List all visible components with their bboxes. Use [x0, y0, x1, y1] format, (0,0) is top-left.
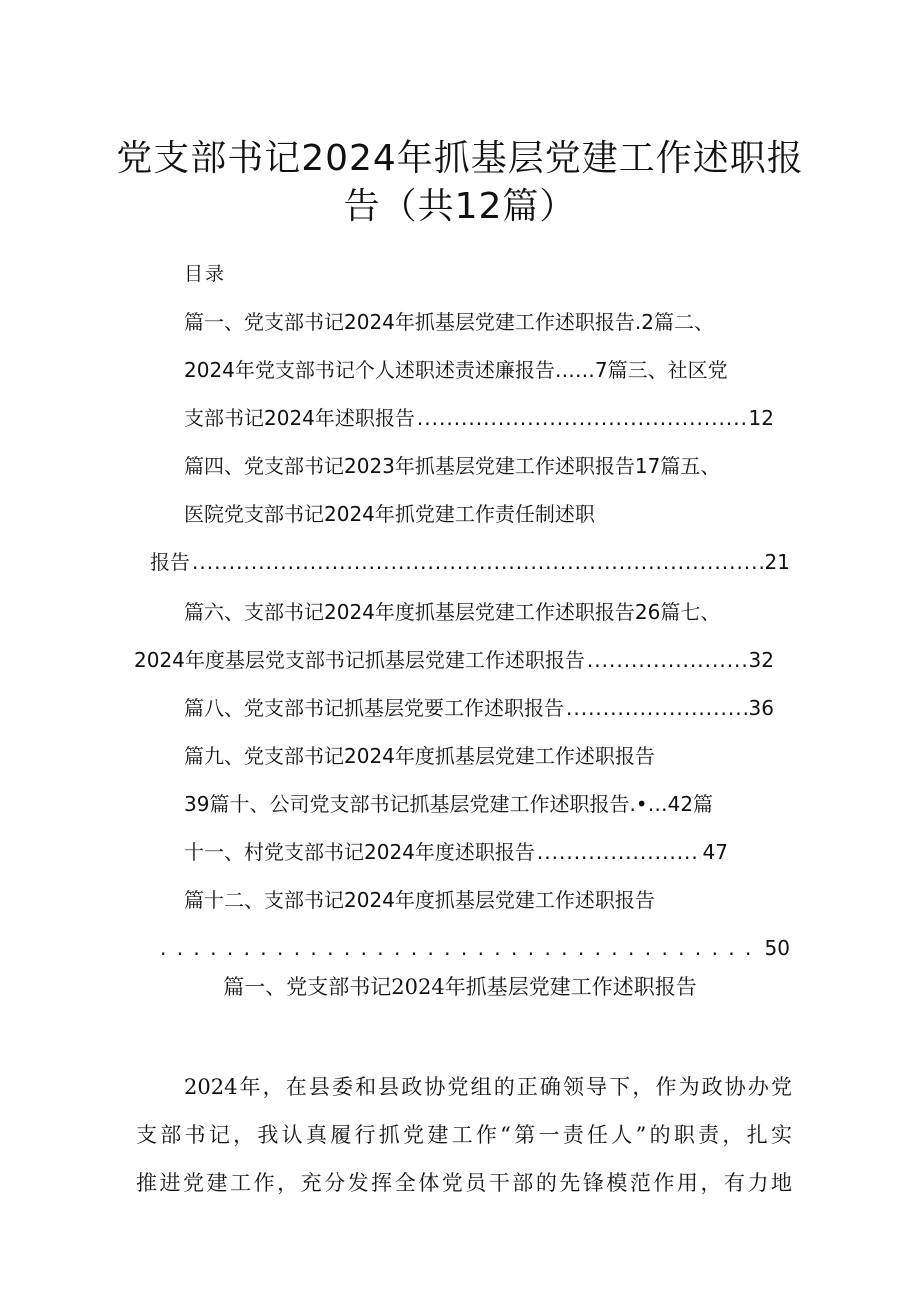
toc-page-number: 50 [764, 936, 790, 960]
toc-page-number: 32 [748, 648, 774, 672]
section-heading: 篇一、党支部书记2024年抓基层党建工作述职报告 [223, 975, 697, 999]
body-text-line: 支部书记，我认真履行抓党建工作“第一责任人”的职责，扎实 [136, 1123, 792, 1147]
toc-page-number: 21 [764, 550, 790, 574]
toc-leader-dots [587, 646, 747, 674]
toc-line: 2024年党支部书记个人述职述责述廉报告……7篇三、社区党 [184, 358, 728, 382]
body-text-line: 2024年，在县委和县政协党组的正确领导下，作为政协办党 [184, 1075, 792, 1099]
toc-leader-dots [160, 934, 763, 962]
document-title-line-1: 党支部书记2024年抓基层党建工作述职报 [116, 138, 804, 179]
toc-line [150, 548, 790, 576]
toc-entry-text: 支部书记2024年述职报告 [184, 406, 415, 430]
toc-entry-text: 篇八、党支部书记抓基层党要工作述职报告 [184, 696, 564, 720]
toc-line: 39篇十、公司党支部书记抓基层党建工作述职报告.•…42篇 [184, 792, 714, 816]
toc-line: 篇十二、支部书记2024年度抓基层党建工作述职报告 [184, 888, 655, 912]
toc-line [184, 694, 774, 722]
toc-line: 篇一、党支部书记2024年抓基层党建工作述职报告.2篇二、 [184, 310, 714, 334]
toc-page-number: 12 [748, 406, 774, 430]
toc-leader-dots [417, 404, 747, 432]
toc-page-number: 36 [748, 696, 774, 720]
body-text-line: 推进党建工作，充分发挥全体党员干部的先锋模范作用，有力地 [136, 1171, 792, 1195]
toc-heading: 目录 [184, 263, 227, 285]
toc-line [184, 404, 774, 432]
toc-line [134, 646, 774, 674]
toc-entry-text: 报告 [150, 550, 190, 574]
toc-line: 篇六、支部书记2024年度抓基层党建工作述职报告26篇七、 [184, 600, 721, 624]
toc-line: 篇四、党支部书记2023年抓基层党建工作述职报告17篇五、 [184, 454, 721, 478]
toc-leader-dots [537, 838, 701, 866]
toc-line [184, 838, 728, 866]
toc-entry-text: 十一、村党支部书记2024年度述职报告 [184, 840, 535, 864]
toc-line [158, 934, 790, 962]
document-title-line-2: 告（共12篇） [343, 186, 577, 227]
toc-page-number: 47 [702, 840, 728, 864]
toc-entry-text: 2024年度基层党支部书记抓基层党建工作述职报告 [134, 648, 585, 672]
toc-line: 医院党支部书记2024年抓党建工作责任制述职 [184, 502, 595, 526]
toc-leader-dots [566, 694, 747, 722]
toc-leader-dots [192, 548, 763, 576]
toc-line: 篇九、党支部书记2024年度抓基层党建工作述职报告 [184, 744, 655, 768]
